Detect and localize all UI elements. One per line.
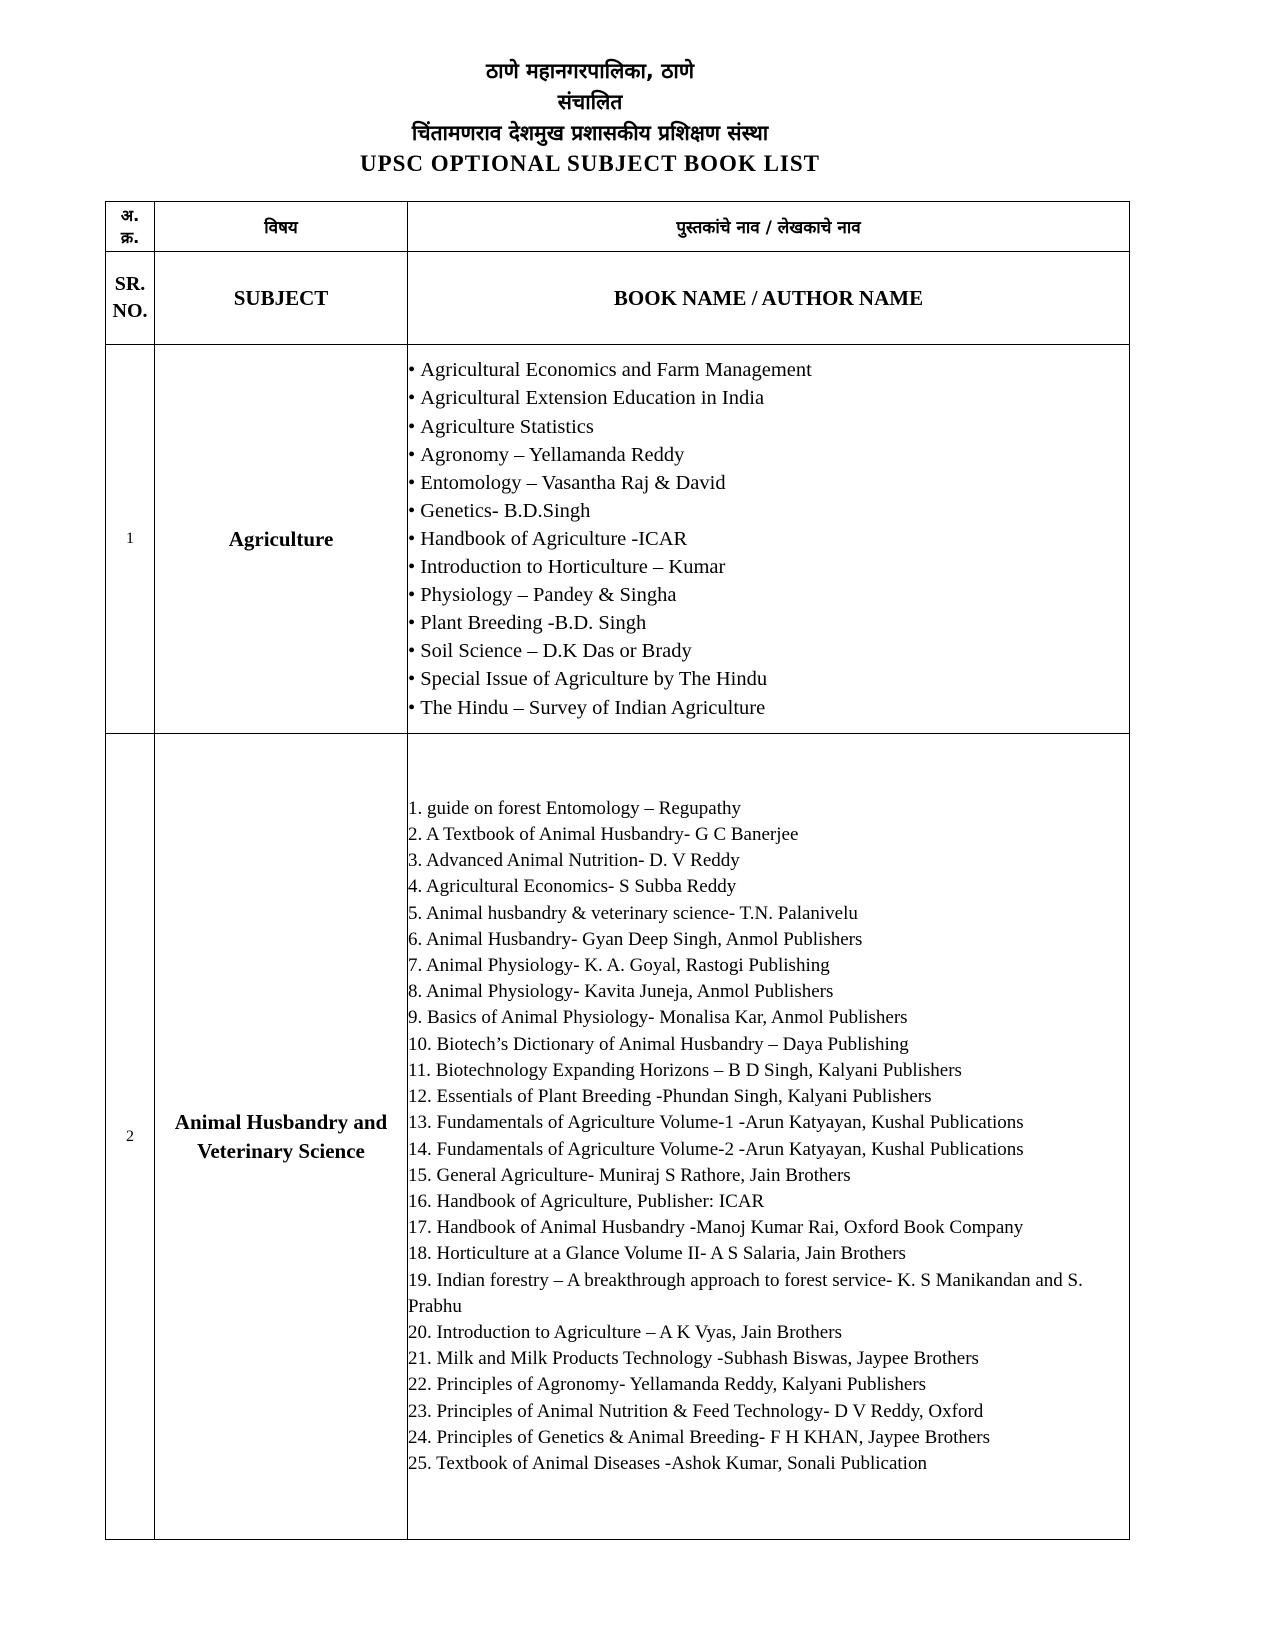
header-subject-marathi: विषय (155, 202, 408, 252)
book-entry: 11. Biotechnology Expanding Horizons – B D Singh, Kalyani Publishers (408, 1059, 962, 1081)
book-entry: • Soil Science – D.K Das or Brady (408, 637, 1129, 665)
document-title: UPSC OPTIONAL SUBJECT BOOK LIST (359, 151, 821, 176)
header-serial-english: SR. NO. (106, 252, 155, 345)
table-header-marathi (106, 202, 1130, 252)
organization-name: ठाणे महानगरपालिका, ठाणे (485, 59, 695, 83)
subject-name: Agriculture (155, 345, 408, 734)
organization-subtitle: संचालित (557, 90, 623, 114)
institute-name: चिंतामणराव देशमुख प्रशासकीय प्रशिक्षण संस्था (411, 121, 769, 145)
subject-name: Animal Husbandry and Veterinary Science (155, 734, 408, 1540)
book-entry: 3. Advanced Animal Nutrition- D. V Reddy (408, 850, 740, 872)
book-entry: 25. Textbook of Animal Diseases -Ashok Kumar, Sonali Publication (408, 1452, 927, 1474)
book-list-table (105, 201, 1130, 1540)
book-entry: 13. Fundamentals of Agriculture Volume-1 -Arun Katyayan, Kushal Publications (408, 1112, 1024, 1134)
book-entry: 7. Animal Physiology- K. A. Goyal, Rastogi Publishing (408, 955, 830, 977)
book-entry: • Agronomy – Yellamanda Reddy (408, 441, 1129, 469)
book-entry: • Handbook of Agriculture -ICAR (408, 525, 1129, 553)
header-books-marathi: पुस्तकांचे नाव / लेखकाचे नाव (408, 202, 1130, 252)
book-entry: 1. guide on forest Entomology – Regupathy (408, 797, 741, 819)
book-entry: • The Hindu – Survey of Indian Agriculture (408, 694, 1129, 722)
book-entry: • Agricultural Extension Education in India (408, 384, 1129, 412)
table-header-english (106, 252, 1130, 345)
book-entry: 24. Principles of Genetics & Animal Breeding- F H KHAN, Jaypee Brothers (408, 1426, 991, 1448)
book-entry: 2. A Textbook of Animal Husbandry- G C Banerjee (408, 824, 799, 846)
book-entry: • Physiology – Pandey & Singha (408, 581, 1129, 609)
header-books-english: BOOK NAME / AUTHOR NAME (408, 252, 1130, 345)
book-entry: • Plant Breeding -B.D. Singh (408, 609, 1129, 637)
book-entry: 16. Handbook of Agriculture, Publisher: ICAR (408, 1190, 765, 1212)
book-bullet-list (408, 356, 1129, 721)
book-entry: 8. Animal Physiology- Kavita Juneja, Anmol Publishers (408, 981, 834, 1003)
book-entry: 9. Basics of Animal Physiology- Monalisa Kar, Anmol Publishers (408, 1007, 908, 1029)
book-entry: 15. General Agriculture- Muniraj S Rathore, Jain Brothers (408, 1164, 851, 1186)
book-list (408, 734, 1130, 1540)
book-entry: 19. Indian forestry – A breakthrough approach to forest service- K. S Manikandan and S. Prabhu (408, 1269, 1083, 1317)
book-entry: 17. Handbook of Animal Husbandry -Manoj Kumar Rai, Oxford Book Company (408, 1217, 1024, 1239)
book-entry: 6. Animal Husbandry- Gyan Deep Singh, Anmol Publishers (408, 928, 863, 950)
book-entry: 18. Horticulture at a Glance Volume II- A S Salaria, Jain Brothers (408, 1243, 906, 1265)
book-entry: 20. Introduction to Agriculture – A K Vyas, Jain Brothers (408, 1321, 842, 1343)
book-entry: 23. Principles of Animal Nutrition & Feed Technology- D V Reddy, Oxford (408, 1400, 984, 1422)
header-subject-english: SUBJECT (155, 252, 408, 345)
row-number: 2 (106, 734, 155, 1540)
book-entry: • Genetics- B.D.Singh (408, 497, 1129, 525)
book-entry: • Special Issue of Agriculture by The Hindu (408, 665, 1129, 693)
book-entry: 22. Principles of Agronomy- Yellamanda Reddy, Kalyani Publishers (408, 1374, 927, 1396)
book-entry: • Entomology – Vasantha Raj & David (408, 469, 1129, 497)
book-entry: 4. Agricultural Economics- S Subba Reddy (408, 876, 737, 898)
book-entry: 5. Animal husbandry & veterinary science- T.N. Palanivelu (408, 902, 858, 924)
book-entry: 14. Fundamentals of Agriculture Volume-2 -Arun Katyayan, Kushal Publications (408, 1138, 1024, 1160)
book-numbered-list (408, 796, 1129, 1477)
row-number: 1 (106, 345, 155, 734)
book-list (408, 345, 1130, 734)
document-header (0, 56, 1180, 179)
book-entry: • Agriculture Statistics (408, 413, 1129, 441)
table-row (106, 734, 1130, 1540)
book-entry: 12. Essentials of Plant Breeding -Phundan Singh, Kalyani Publishers (408, 1086, 932, 1108)
book-entry: 21. Milk and Milk Products Technology -Subhash Biswas, Jaypee Brothers (408, 1348, 979, 1370)
book-entry: 10. Biotech’s Dictionary of Animal Husbandry – Daya Publishing (408, 1033, 909, 1055)
book-entry: • Introduction to Horticulture – Kumar (408, 553, 1129, 581)
book-entry: • Agricultural Economics and Farm Management (408, 356, 1129, 384)
header-serial-marathi: अ. क्र. (106, 202, 155, 252)
table-row (106, 345, 1130, 734)
